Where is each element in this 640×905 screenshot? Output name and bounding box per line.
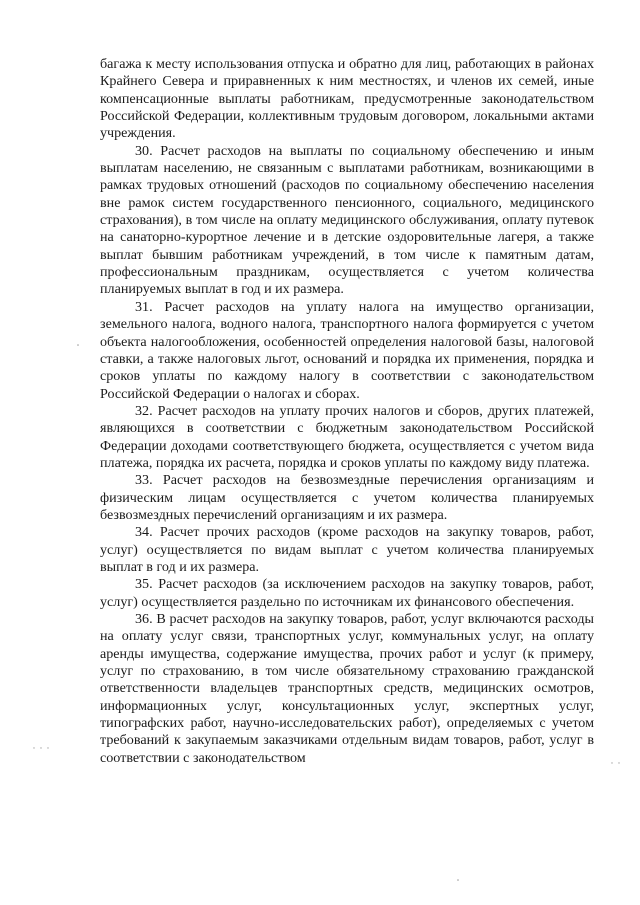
paragraph-36: 36. В расчет расходов на закупку товаров, работ, услуг включаются расходы на оплату услуг связи, транспортных услуг, коммунальных услуг, на оплату аренды имущества, содержание имущества, прочих работ и услуг (к примеру, услуг по страхованию, в том числе обязательному страхованию гражданской ответственности владельцев транспортных средств, медицинских осмотров, информационных услуг, консультационных услуг, экспертных услуг, типографских работ, научно-исследовательских работ), определяемых с учетом требований к закупаемым заказчиками отдельным видам товаров, работ, услуг в соответствии с законодательством: [100, 611, 594, 766]
scan-speck: [47, 747, 48, 748]
paragraph-30: 30. Расчет расходов на выплаты по социальному обеспечению и иным выплатам населению, не связанным с выплатами работникам, возникающими в рамках трудовых отношений (расходов по социальному обеспечению населения вне рамок систем государственного пенсионного, социального, медицинского страхования), в том числе на оплату медицинского обслуживания, оплату путевок на санаторно-курортное лечение и в детские оздоровительные лагеря, а также выплат бывшим работникам учреждений, в том числе к памятным датам, профессиональным праздникам, осуществляется с учетом количества планируемых выплат в год и их размера.: [100, 142, 594, 298]
scan-speck: [77, 344, 79, 346]
scan-speck: [33, 747, 34, 748]
document-body: [100, 56, 594, 767]
scan-speck: [611, 762, 612, 763]
scan-speck: [40, 747, 41, 748]
paragraph-33: 33. Расчет расходов на безвозмездные перечисления организациям и физическим лицам осуществляется с учетом количества планируемых безвозмездных перечислений организациям и их размера.: [100, 472, 594, 523]
paragraph-32: 32. Расчет расходов на уплату прочих налогов и сборов, других платежей, являющихся в соответствии с бюджетным законодательством Российской Федерации доходами соответствующего бюджета, осуществляется с учетом вида платежа, порядка их расчета, порядка и сроков уплаты по каждому виду платежа.: [100, 402, 594, 471]
paragraph-31: 31. Расчет расходов на уплату налога на имущество организации, земельного налога, водного налога, транспортного налога формируется с учетом объекта налогообложения, особенностей определения налоговой базы, налоговой ставки, а также налоговых льгот, оснований и порядка их применения, порядка и сроков уплаты по каждому налогу в соответствии с законодательством Российской Федерации о налогах и сборах.: [100, 298, 594, 402]
paragraph-35: 35. Расчет расходов (за исключением расходов на закупку товаров, работ, услуг) осуществляется раздельно по источникам их финансового обеспечения.: [100, 576, 594, 610]
paragraph-continuation: багажа к месту использования отпуска и обратно для лиц, работающих в районах Крайнего Севера и приравненных к ним местностях, и членов их семей, иные компенсационные выплаты работникам, предусмотренные законодательством Российской Федерации, коллективным трудовым договором, локальными актами учреждения.: [100, 56, 594, 142]
scan-speck: [457, 879, 459, 881]
scan-speck: [618, 762, 619, 763]
paragraph-34: 34. Расчет прочих расходов (кроме расходов на закупку товаров, работ, услуг) осуществляется по видам выплат с учетом количества планируемых выплат в год и их размера.: [100, 524, 594, 575]
